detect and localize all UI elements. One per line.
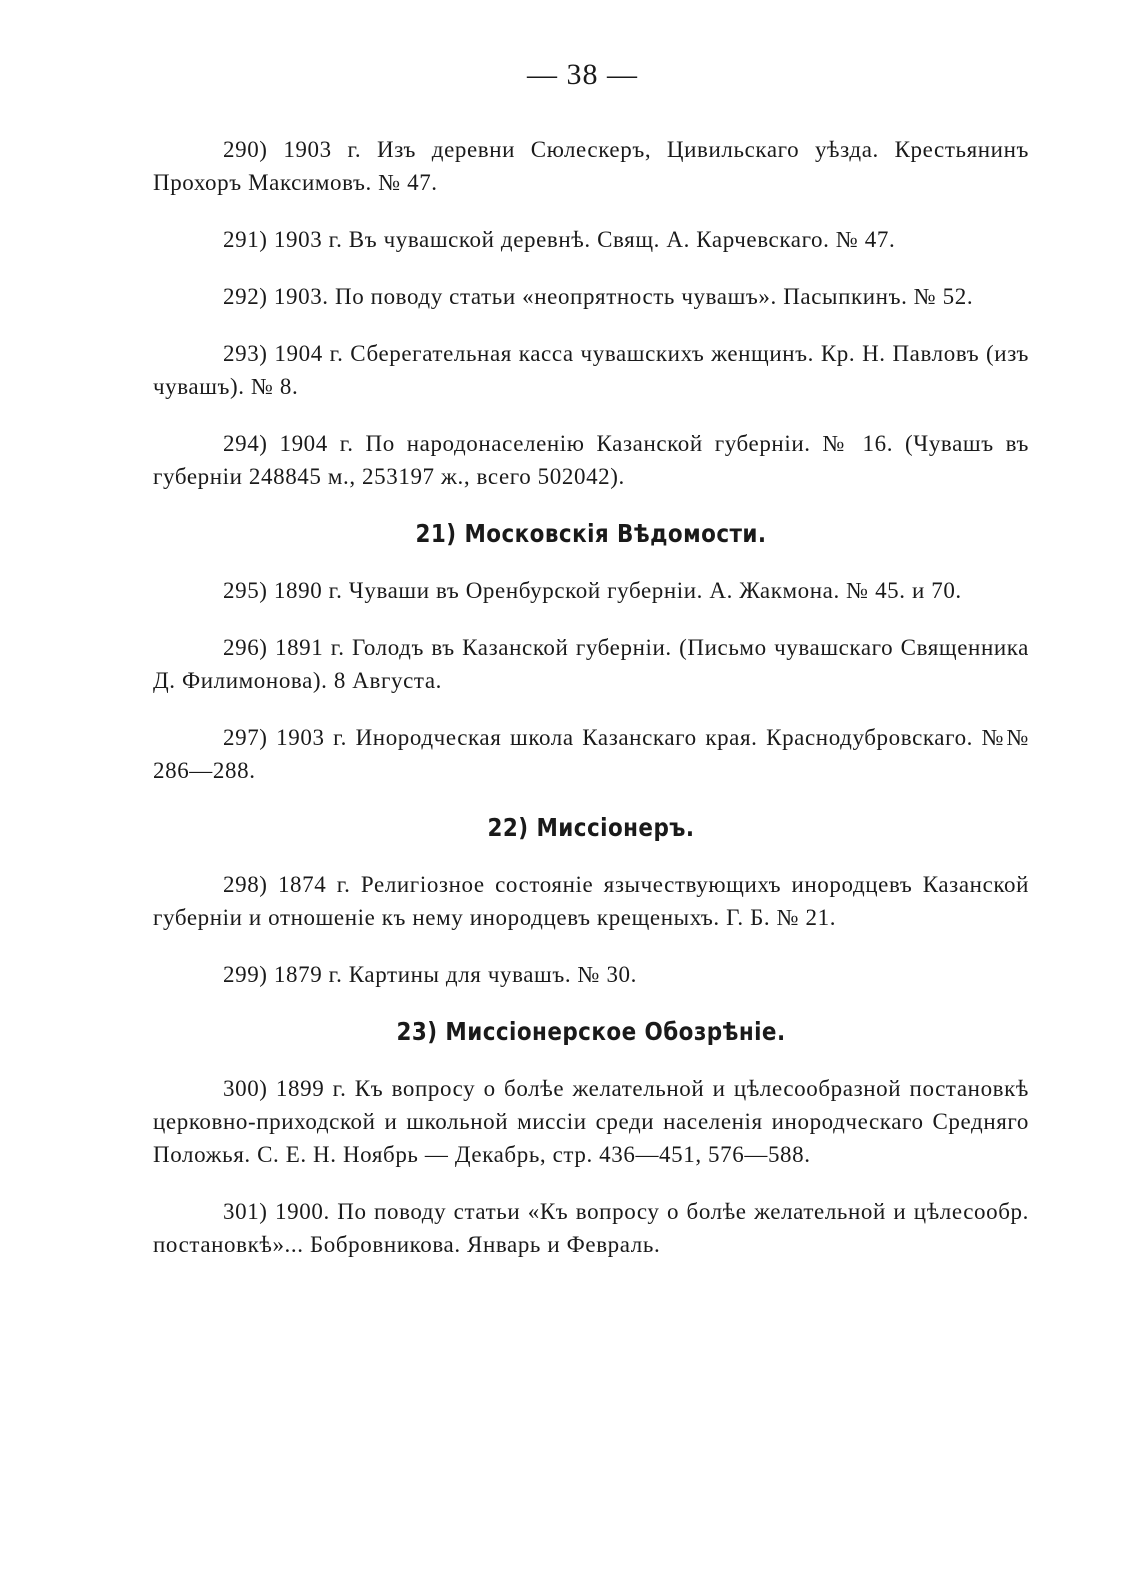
entry-290: 290) 1903 г. Изъ деревни Сюлескеръ, Цивильскаго уѣзда. Крестьянинъ Прохоръ Максимовъ. № 47. (153, 137, 1029, 195)
entry-293: 293) 1904 г. Сберегательная касса чувашскихъ женщинъ. Кр. Н. Павловъ (изъ чувашъ). № 8. (153, 341, 1029, 399)
entry-294: 294) 1904 г. По народонаселенію Казанской губерніи. № 16. (Чувашъ въ губерніи 248845 м., 253197 ж., всего 502042). (153, 431, 1029, 489)
entry-301: 301) 1900. По поводу статьи «Къ вопросу о болѣе желательной и цѣлесообр. постановкѣ»... Бобровникова. Январь и Февраль. (153, 1199, 1029, 1257)
entry-299: 299) 1879 г. Картины для чувашъ. № 30. (223, 962, 638, 987)
page-body (153, 133, 1029, 1285)
section-heading-moskovskiya-vedomosti: 21) Московскія Вѣдомости. (415, 519, 767, 548)
entry-291: 291) 1903 г. Въ чувашской деревнѣ. Свящ. А. Карчевскаго. № 47. (223, 227, 896, 252)
section-heading-missionerskoe-obozrenie: 23) Миссіонерское Обозрѣніе. (396, 1017, 786, 1046)
page-number: — 38 — (527, 58, 638, 91)
entry-298: 298) 1874 г. Религіозное состояніе язычествующихъ инородцевъ Казанской губерніи и отношеніе къ нему инородцевъ крещеныхъ. Г. Б. № 21. (153, 872, 1029, 930)
entry-296: 296) 1891 г. Голодъ въ Казанской губерніи. (Письмо чувашскаго Священника Д. Филимонова). 8 Августа. (153, 635, 1029, 693)
entry-295: 295) 1890 г. Чуваши въ Оренбурской губерніи. А. Жакмона. № 45. и 70. (223, 578, 962, 603)
entry-300: 300) 1899 г. Къ вопросу о болѣе желательной и цѣлесообразной постановкѣ церковно-приходской и школьной миссіи среди населенія инородческаго Средняго Положья. С. Е. Н. Ноябрь — Декабрь, стр. 436—451, 576—588. (153, 1076, 1029, 1167)
entry-297: 297) 1903 г. Инородческая школа Казанскаго края. Краснодубровскаго. №№ 286—288. (153, 725, 1029, 783)
entry-292: 292) 1903. По поводу статьи «неопрятность чувашъ». Пасыпкинъ. № 52. (223, 284, 974, 309)
section-heading-missioner: 22) Миссіонеръ. (487, 813, 695, 842)
